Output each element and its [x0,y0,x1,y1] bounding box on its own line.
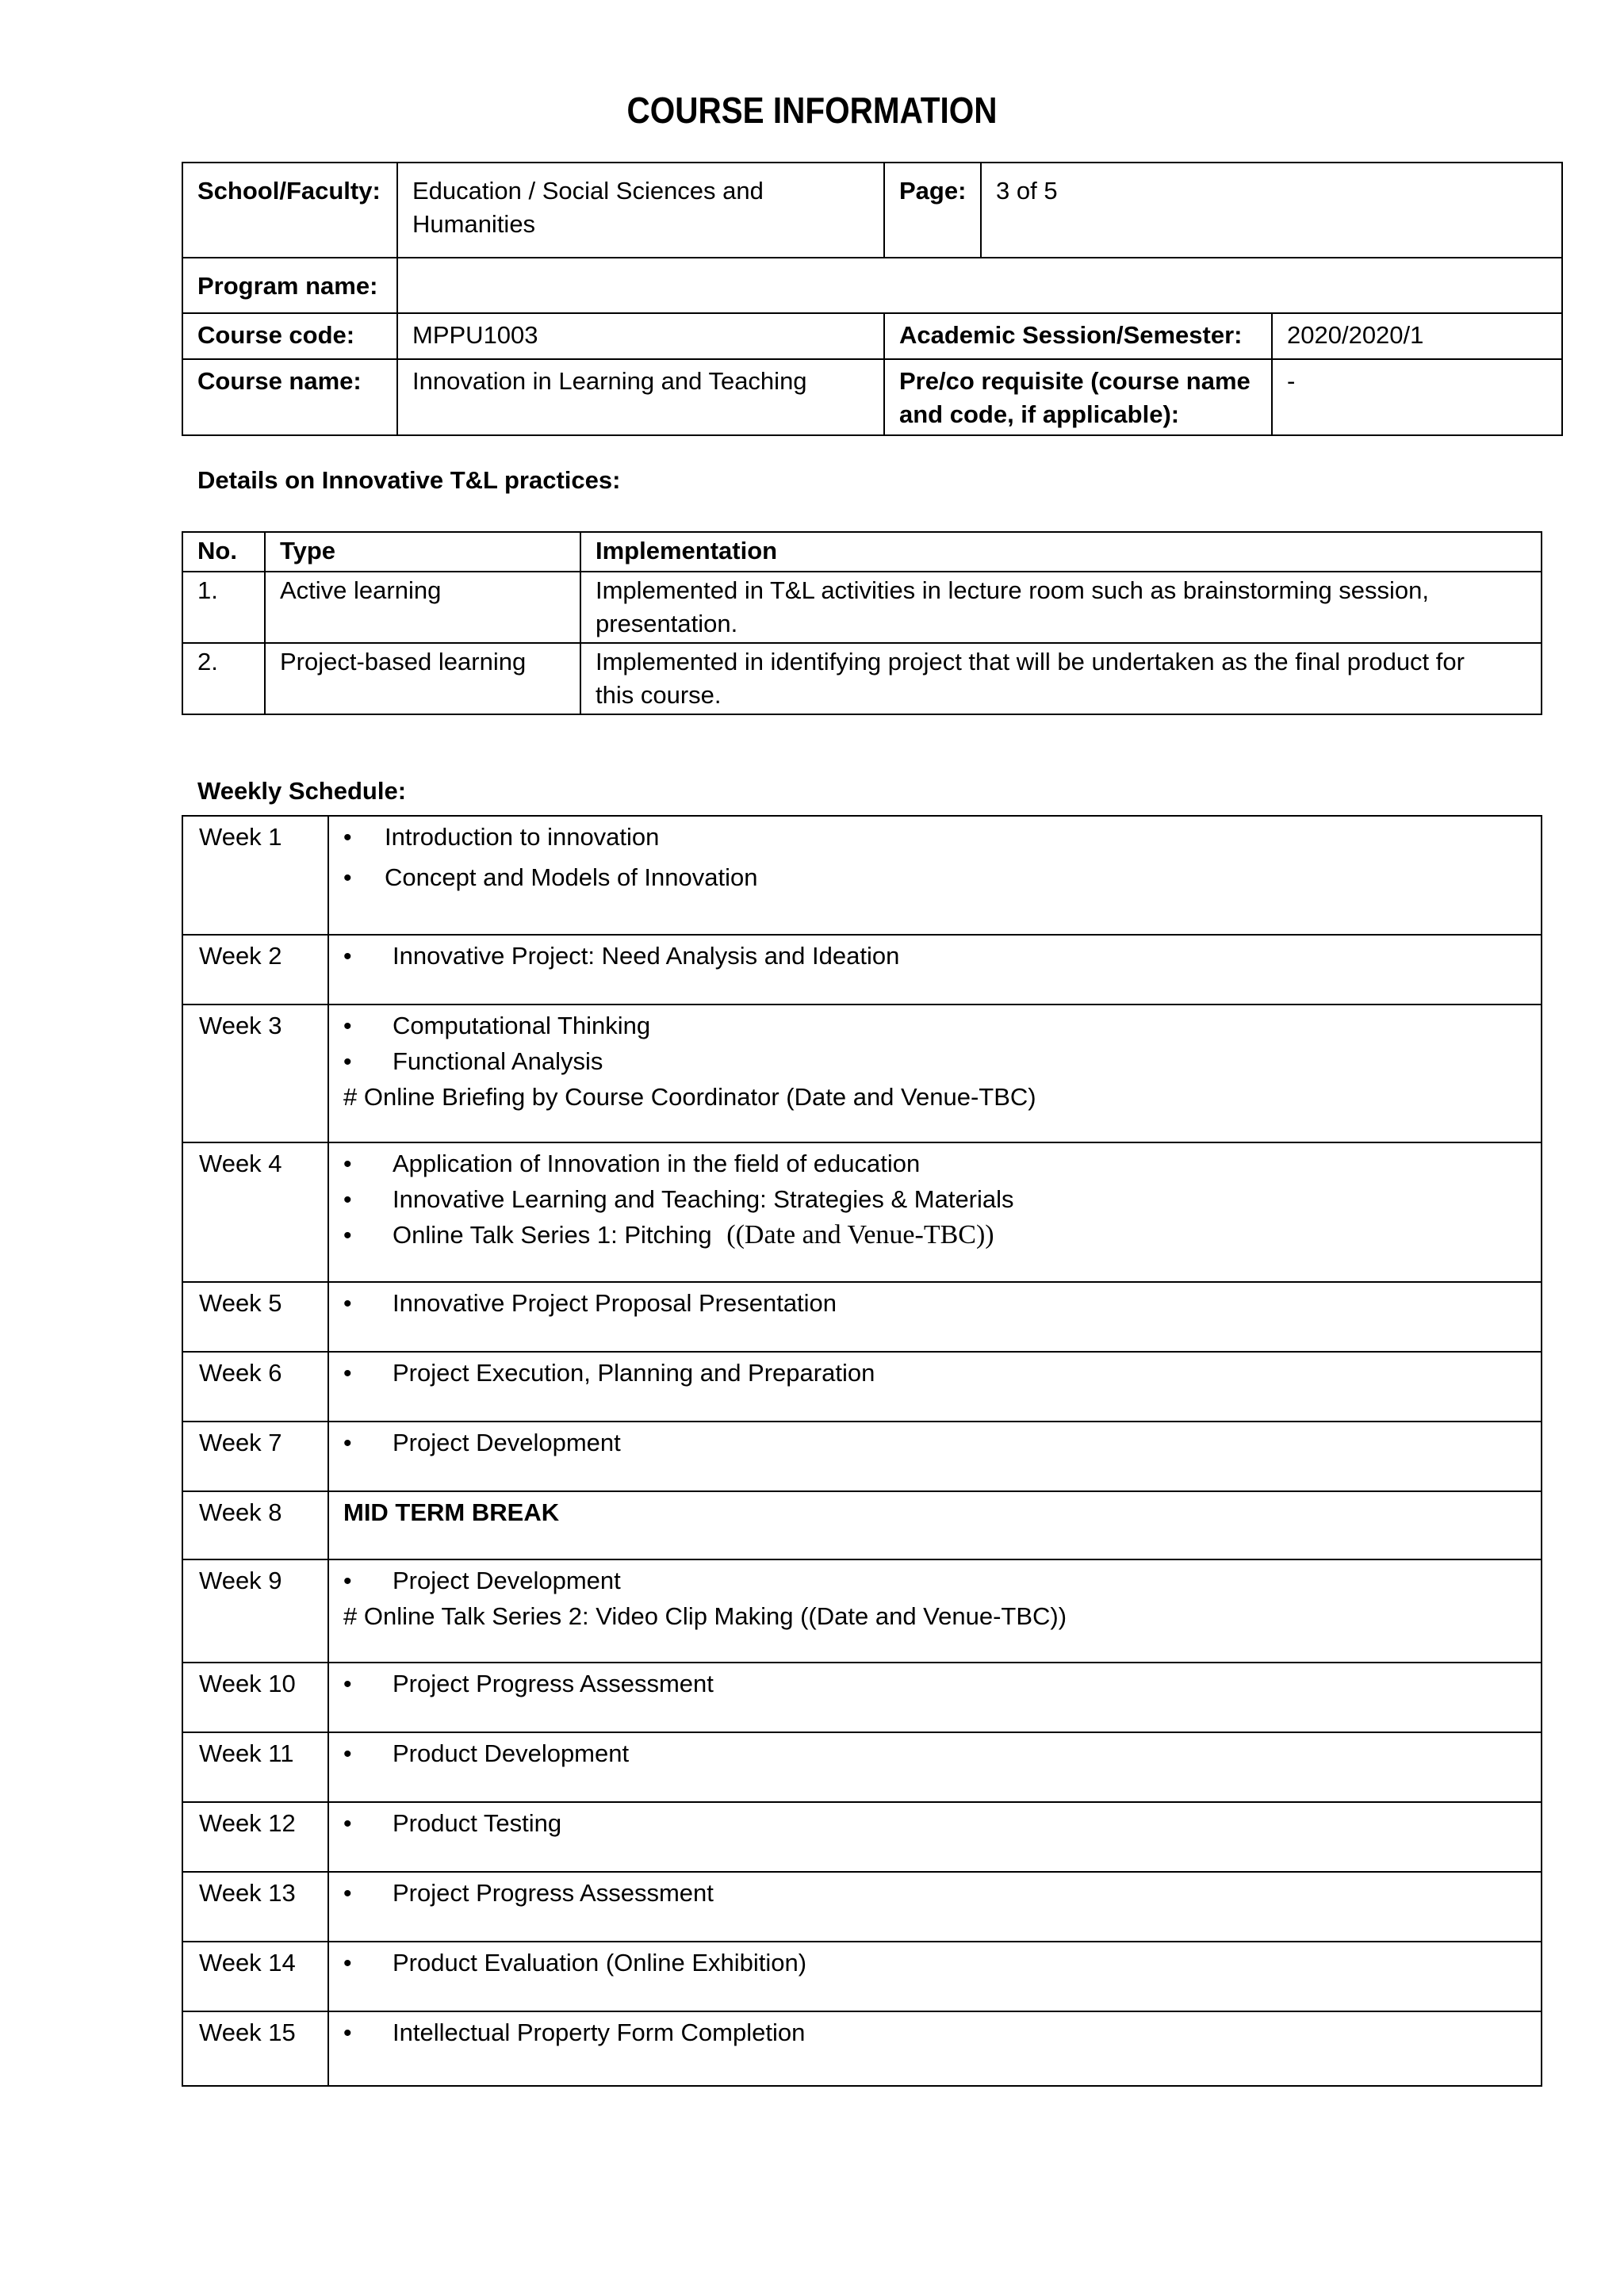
week-row [182,2011,1542,2086]
week-note: # Online Briefing by Course Coordinator (Date and Venue-TBC) [343,1083,1036,1111]
item-text: Innovative Project Proposal Presentation [393,1289,837,1317]
week-row [182,1491,1542,1559]
item-text: Concept and Models of Innovation [385,863,758,891]
list-item [343,1182,1541,1218]
school-value [397,163,884,258]
list-item [343,1425,1541,1461]
week-label: Week 6 [182,1352,328,1422]
list-item [343,1356,1541,1391]
week-content [328,1282,1542,1352]
week-label: Week 7 [182,1422,328,1491]
week-row [182,1352,1542,1422]
session-value: 2020/2020/1 [1272,313,1562,359]
week-content [328,1872,1542,1942]
item-text: Project Execution, Planning and Preparation [393,1359,875,1387]
item-text: Product Evaluation (Online Exhibition) [393,1949,807,1976]
item-text: Innovative Project: Need Analysis and Ideation [393,942,900,970]
week-content [328,816,1542,935]
week-label: Week 1 [182,816,328,935]
week-row [182,816,1542,935]
innovative-table [182,531,1542,715]
course-info-table [182,162,1563,436]
item-text: Introduction to innovation [385,823,660,851]
code-label: Course code: [182,313,397,359]
header-no: No. [182,532,265,572]
row-type: Project-based learning [265,643,580,714]
bullet-icon: • [343,1881,352,1907]
week-note: # Online Talk Series 2: Video Clip Making ((Date and Venue-TBC)) [343,1602,1067,1630]
bullet-icon: • [343,1151,352,1177]
week-row [182,935,1542,1004]
week-content [328,1004,1542,1142]
week-content [328,935,1542,1004]
bullet-icon: • [343,1671,352,1697]
school-label: School/Faculty: [182,163,397,258]
header-implementation: Implementation [580,532,1542,572]
week-label: Week 10 [182,1663,328,1732]
week-label: Week 9 [182,1559,328,1663]
week-row [182,1942,1542,2011]
list-item [343,820,1541,855]
info-row-code [182,313,1562,359]
list-item [343,1218,1541,1253]
week-content [328,1142,1542,1282]
week-row [182,1732,1542,1802]
bullet-icon: • [343,2020,352,2046]
list-item [343,2015,1541,2051]
list-item [343,1946,1541,1981]
week-label: Week 12 [182,1802,328,1872]
prereq-label-line1: Pre/co requisite (course name [899,367,1251,395]
list-item [343,939,1541,974]
bullet-icon: • [343,943,352,970]
week-content [328,1559,1542,1663]
bullet-icon: • [343,1049,352,1075]
item-text: Intellectual Property Form Completion [393,2019,806,2046]
week-row [182,1282,1542,1352]
week-label: Week 11 [182,1732,328,1802]
item-text: Computational Thinking [393,1012,651,1039]
week-label: Week 13 [182,1872,328,1942]
list-item [343,1286,1541,1322]
impl-line2: this course. [596,681,722,709]
bullet-icon: • [343,1013,352,1039]
list-item [343,1667,1541,1702]
list-item [343,1563,1541,1599]
item-text-extra: ((Date and Venue-TBC)) [726,1220,994,1249]
item-text: Functional Analysis [393,1047,603,1075]
bullet-icon: • [343,1430,352,1456]
week-row [182,1802,1542,1872]
week-content [328,1352,1542,1422]
list-item [343,1146,1541,1182]
code-value: MPPU1003 [397,313,884,359]
week-row [182,1559,1542,1663]
week-label: Week 5 [182,1282,328,1352]
item-text: Project Progress Assessment [393,1879,714,1907]
info-row-school [182,163,1562,258]
bullet-icon: • [343,1291,352,1317]
bullet-icon: • [343,1950,352,1976]
bullet-icon: • [343,1223,352,1249]
program-label: Program name: [182,258,397,313]
session-label: Academic Session/Semester: [884,313,1272,359]
bullet-icon: • [343,1811,352,1837]
name-value: Innovation in Learning and Teaching [397,359,884,435]
bullet-icon: • [343,1187,352,1213]
list-item [343,1876,1541,1911]
name-label: Course name: [182,359,397,435]
weekly-schedule-table [182,815,1542,2087]
item-text: Application of Innovation in the field of education [393,1150,921,1177]
row-no: 1. [182,572,265,643]
item-text: Project Development [393,1429,621,1456]
table-row [182,572,1542,643]
week-content [328,1942,1542,2011]
item-text: Online Talk Series 1: Pitching [393,1221,719,1249]
item-text: Product Development [393,1739,630,1767]
list-item [343,1736,1541,1772]
header-type: Type [265,532,580,572]
row-no: 2. [182,643,265,714]
info-row-name [182,359,1562,435]
row-type: Active learning [265,572,580,643]
item-text: Project Development [393,1567,621,1594]
item-text: Product Testing [393,1809,562,1837]
week-label: Week 14 [182,1942,328,2011]
page-label: Page: [884,163,981,258]
week-label: Week 3 [182,1004,328,1142]
info-row-program [182,258,1562,313]
prereq-value: - [1272,359,1562,435]
program-value [397,258,1562,313]
row-implementation [580,643,1542,714]
week-row [182,1422,1542,1491]
week-content [328,1663,1542,1732]
week-row [182,1142,1542,1282]
row-implementation [580,572,1542,643]
bullet-icon: • [343,865,352,891]
item-text: Innovative Learning and Teaching: Strategies & Materials [393,1185,1014,1213]
week-row [182,1663,1542,1732]
week-content [328,1802,1542,1872]
page-value: 3 of 5 [981,163,1562,258]
school-value-line1: Education / Social Sciences and [412,177,764,205]
week-row [182,1872,1542,1942]
week-row [182,1004,1542,1142]
bullet-icon: • [343,825,352,851]
week-content [328,1732,1542,1802]
weekly-heading: Weekly Schedule: [197,777,407,805]
list-item [343,1008,1541,1044]
week-label: Week 2 [182,935,328,1004]
page-title: COURSE INFORMATION [626,90,998,131]
list-item [343,860,1541,896]
list-item [343,1806,1541,1842]
week-label: Week 4 [182,1142,328,1282]
school-value-line2: Humanities [412,210,536,238]
impl-line1: Implemented in identifying project that will be undertaken as the final product for [596,648,1465,675]
prereq-label [884,359,1272,435]
table-row [182,643,1542,714]
innovative-heading: Details on Innovative T&L practices: [197,466,621,494]
list-item [343,1044,1541,1080]
week-label: Week 8 [182,1491,328,1559]
week-label: Week 15 [182,2011,328,2086]
innovative-header-row [182,532,1542,572]
prereq-label-line2: and code, if applicable): [899,400,1180,428]
impl-line2: presentation. [596,610,738,637]
impl-line1: Implemented in T&L activities in lecture room such as brainstorming session, [596,576,1430,604]
week-content [328,2011,1542,2086]
bullet-icon: • [343,1741,352,1767]
week-content [328,1422,1542,1491]
bullet-icon: • [343,1360,352,1387]
bullet-icon: • [343,1568,352,1594]
item-text: Project Progress Assessment [393,1670,714,1697]
week-content: MID TERM BREAK [328,1491,1542,1559]
